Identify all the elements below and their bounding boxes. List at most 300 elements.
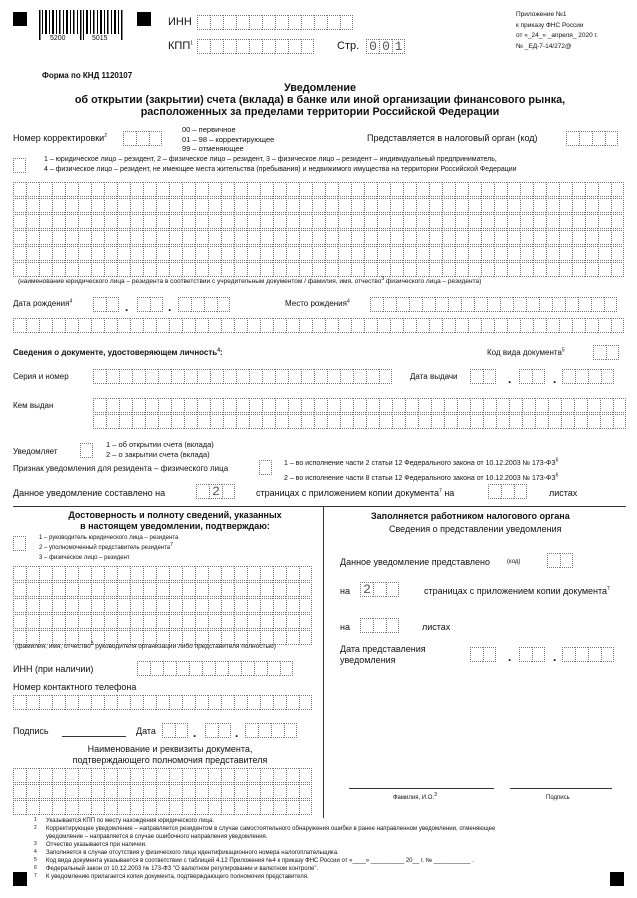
char-cell[interactable] [169, 262, 182, 277]
char-cell[interactable] [195, 230, 208, 245]
char-cell[interactable] [208, 582, 221, 597]
char-cell[interactable] [299, 246, 312, 261]
char-cell[interactable] [533, 198, 546, 213]
char-cell[interactable] [370, 297, 383, 312]
char-cell[interactable] [396, 297, 409, 312]
char-cell[interactable] [52, 214, 65, 229]
char-cell[interactable] [182, 262, 195, 277]
char-cell[interactable] [169, 182, 182, 197]
char-cell[interactable] [286, 630, 299, 645]
notify-sign-cell[interactable] [259, 460, 272, 475]
char-cell[interactable] [78, 198, 91, 213]
char-cell[interactable] [275, 398, 288, 413]
char-cell[interactable] [379, 414, 392, 429]
char-cell[interactable] [598, 230, 611, 245]
char-cell[interactable] [377, 182, 390, 197]
char-cell[interactable] [247, 182, 260, 197]
char-cell[interactable] [312, 182, 325, 197]
char-cell[interactable] [260, 214, 273, 229]
char-cell[interactable] [325, 230, 338, 245]
signer-inn-cells[interactable] [137, 661, 293, 676]
char-cell[interactable] [598, 318, 611, 333]
char-cell[interactable] [91, 566, 104, 581]
char-cell[interactable] [474, 297, 487, 312]
char-cell[interactable] [325, 198, 338, 213]
char-cell[interactable] [182, 598, 195, 613]
char-cell[interactable] [78, 614, 91, 629]
char-cell[interactable] [221, 800, 234, 815]
char-cell[interactable] [468, 230, 481, 245]
series-number-cells[interactable] [93, 369, 392, 384]
char-cell[interactable] [509, 414, 522, 429]
char-cell[interactable] [143, 182, 156, 197]
char-cell[interactable] [169, 230, 182, 245]
char-cell[interactable] [455, 198, 468, 213]
char-cell[interactable] [169, 198, 182, 213]
char-cell[interactable] [260, 582, 273, 597]
char-cell[interactable] [234, 784, 247, 799]
char-cell[interactable] [65, 582, 78, 597]
char-cell[interactable] [169, 566, 182, 581]
submission-date-year[interactable] [562, 647, 614, 662]
char-cell[interactable] [195, 695, 208, 710]
char-cell[interactable] [416, 246, 429, 261]
char-cell[interactable] [390, 214, 403, 229]
char-cell[interactable] [78, 598, 91, 613]
phone-cells[interactable] [13, 695, 312, 710]
char-cell[interactable] [377, 230, 390, 245]
char-cell[interactable] [208, 318, 221, 333]
char-cell[interactable] [52, 598, 65, 613]
char-cell[interactable] [572, 182, 585, 197]
char-cell[interactable] [442, 198, 455, 213]
char-cell[interactable] [158, 414, 171, 429]
char-cell[interactable] [340, 414, 353, 429]
char-cell[interactable] [520, 198, 533, 213]
char-cell[interactable] [247, 198, 260, 213]
char-cell[interactable] [262, 369, 275, 384]
char-cell[interactable] [405, 414, 418, 429]
char-cell[interactable] [299, 614, 312, 629]
char-cell[interactable] [340, 369, 353, 384]
char-cell[interactable] [117, 614, 130, 629]
char-cell[interactable] [390, 318, 403, 333]
char-cell[interactable] [481, 230, 494, 245]
char-cell[interactable] [533, 318, 546, 333]
char-cell[interactable] [117, 246, 130, 261]
char-cell[interactable] [65, 230, 78, 245]
char-cell[interactable] [234, 318, 247, 333]
char-cell[interactable] [236, 414, 249, 429]
char-cell[interactable] [507, 318, 520, 333]
char-cell[interactable] [429, 262, 442, 277]
char-cell[interactable] [377, 262, 390, 277]
char-cell[interactable] [130, 214, 143, 229]
char-cell[interactable] [377, 318, 390, 333]
birth-date-month[interactable] [137, 297, 163, 312]
char-cell[interactable] [520, 246, 533, 261]
char-cell[interactable] [65, 566, 78, 581]
char-cell[interactable] [533, 182, 546, 197]
sheets-cells[interactable] [488, 484, 527, 499]
char-cell[interactable] [13, 182, 26, 197]
char-cell[interactable] [65, 318, 78, 333]
char-cell[interactable] [247, 246, 260, 261]
cell-row[interactable] [13, 614, 312, 629]
char-cell[interactable] [559, 182, 572, 197]
char-cell[interactable] [247, 262, 260, 277]
char-cell[interactable] [39, 214, 52, 229]
char-cell[interactable] [117, 598, 130, 613]
char-cell[interactable] [613, 414, 626, 429]
char-cell[interactable] [78, 768, 91, 783]
char-cell[interactable] [130, 768, 143, 783]
char-cell[interactable] [143, 800, 156, 815]
char-cell[interactable] [286, 768, 299, 783]
char-cell[interactable] [299, 318, 312, 333]
char-cell[interactable] [234, 768, 247, 783]
char-cell[interactable] [312, 318, 325, 333]
char-cell[interactable] [143, 318, 156, 333]
char-cell[interactable] [392, 414, 405, 429]
char-cell[interactable] [249, 369, 262, 384]
char-cell[interactable] [364, 198, 377, 213]
char-cell[interactable] [182, 768, 195, 783]
char-cell[interactable] [78, 262, 91, 277]
char-cell[interactable] [26, 214, 39, 229]
cell-row[interactable] [13, 230, 624, 245]
char-cell[interactable] [156, 318, 169, 333]
char-cell[interactable] [455, 230, 468, 245]
doc-type-cells[interactable] [593, 345, 619, 360]
char-cell[interactable] [117, 582, 130, 597]
char-cell[interactable] [299, 784, 312, 799]
char-cell[interactable] [448, 297, 461, 312]
char-cell[interactable] [182, 198, 195, 213]
char-cell[interactable] [158, 398, 171, 413]
char-cell[interactable] [156, 566, 169, 581]
char-cell[interactable] [210, 414, 223, 429]
char-cell[interactable] [520, 262, 533, 277]
char-cell[interactable] [546, 318, 559, 333]
cell-row[interactable] [13, 318, 624, 333]
char-cell[interactable] [143, 695, 156, 710]
char-cell[interactable] [457, 398, 470, 413]
char-cell[interactable] [78, 784, 91, 799]
char-cell[interactable] [104, 768, 117, 783]
char-cell[interactable] [325, 182, 338, 197]
char-cell[interactable] [169, 784, 182, 799]
char-cell[interactable] [78, 695, 91, 710]
char-cell[interactable] [286, 784, 299, 799]
char-cell[interactable] [379, 369, 392, 384]
char-cell[interactable] [613, 398, 626, 413]
char-cell[interactable] [130, 784, 143, 799]
char-cell[interactable] [366, 414, 379, 429]
char-cell[interactable] [273, 768, 286, 783]
char-cell[interactable] [26, 262, 39, 277]
char-cell[interactable] [52, 784, 65, 799]
char-cell[interactable] [273, 614, 286, 629]
char-cell[interactable] [364, 182, 377, 197]
char-cell[interactable] [52, 198, 65, 213]
char-cell[interactable] [156, 598, 169, 613]
char-cell[interactable] [249, 398, 262, 413]
char-cell[interactable] [468, 246, 481, 261]
char-cell[interactable] [299, 214, 312, 229]
char-cell[interactable] [234, 262, 247, 277]
char-cell[interactable] [416, 318, 429, 333]
char-cell[interactable] [91, 262, 104, 277]
char-cell[interactable] [26, 230, 39, 245]
char-cell[interactable] [598, 246, 611, 261]
char-cell[interactable] [286, 598, 299, 613]
char-cell[interactable] [591, 297, 604, 312]
char-cell[interactable] [26, 784, 39, 799]
char-cell[interactable] [611, 262, 624, 277]
char-cell[interactable] [364, 214, 377, 229]
char-cell[interactable] [143, 246, 156, 261]
char-cell[interactable] [416, 230, 429, 245]
char-cell[interactable] [338, 262, 351, 277]
char-cell[interactable] [156, 198, 169, 213]
char-cell[interactable] [520, 214, 533, 229]
char-cell[interactable] [26, 695, 39, 710]
char-cell[interactable] [546, 262, 559, 277]
char-cell[interactable] [117, 262, 130, 277]
char-cell[interactable] [195, 582, 208, 597]
char-cell[interactable] [273, 566, 286, 581]
char-cell[interactable] [286, 582, 299, 597]
char-cell[interactable] [91, 182, 104, 197]
char-cell[interactable] [585, 246, 598, 261]
char-cell[interactable] [572, 230, 585, 245]
char-cell[interactable] [299, 768, 312, 783]
char-cell[interactable] [130, 695, 143, 710]
char-cell[interactable] [539, 297, 552, 312]
char-cell[interactable] [351, 262, 364, 277]
char-cell[interactable] [65, 246, 78, 261]
char-cell[interactable] [377, 198, 390, 213]
char-cell[interactable] [611, 318, 624, 333]
char-cell[interactable] [455, 262, 468, 277]
char-cell[interactable] [104, 182, 117, 197]
char-cell[interactable] [182, 800, 195, 815]
char-cell[interactable] [234, 230, 247, 245]
char-cell[interactable] [299, 630, 312, 645]
char-cell[interactable] [299, 566, 312, 581]
char-cell[interactable] [78, 318, 91, 333]
char-cell[interactable] [247, 318, 260, 333]
sign-date-month[interactable] [205, 723, 231, 738]
char-cell[interactable] [91, 582, 104, 597]
char-cell[interactable] [273, 582, 286, 597]
char-cell[interactable] [221, 318, 234, 333]
char-cell[interactable] [377, 214, 390, 229]
char-cell[interactable] [364, 230, 377, 245]
char-cell[interactable] [104, 614, 117, 629]
char-cell[interactable] [611, 246, 624, 261]
char-cell[interactable] [39, 198, 52, 213]
cell-row[interactable] [93, 414, 626, 429]
char-cell[interactable] [416, 198, 429, 213]
cell-row[interactable] [13, 582, 312, 597]
char-cell[interactable] [546, 214, 559, 229]
char-cell[interactable] [184, 398, 197, 413]
char-cell[interactable] [481, 262, 494, 277]
char-cell[interactable] [273, 695, 286, 710]
cell-row[interactable] [13, 598, 312, 613]
char-cell[interactable] [197, 414, 210, 429]
char-cell[interactable] [39, 582, 52, 597]
char-cell[interactable] [91, 214, 104, 229]
char-cell[interactable] [546, 246, 559, 261]
char-cell[interactable] [364, 246, 377, 261]
char-cell[interactable] [39, 695, 52, 710]
char-cell[interactable] [455, 318, 468, 333]
char-cell[interactable] [351, 198, 364, 213]
inn-cells[interactable] [197, 15, 353, 30]
char-cell[interactable] [117, 695, 130, 710]
char-cell[interactable] [195, 614, 208, 629]
char-cell[interactable] [273, 182, 286, 197]
char-cell[interactable] [132, 369, 145, 384]
char-cell[interactable] [52, 318, 65, 333]
char-cell[interactable] [130, 182, 143, 197]
char-cell[interactable] [182, 566, 195, 581]
char-cell[interactable] [195, 318, 208, 333]
char-cell[interactable] [13, 582, 26, 597]
char-cell[interactable] [299, 262, 312, 277]
char-cell[interactable] [507, 230, 520, 245]
char-cell[interactable] [338, 246, 351, 261]
char-cell[interactable] [403, 182, 416, 197]
char-cell[interactable] [275, 369, 288, 384]
char-cell[interactable] [117, 198, 130, 213]
char-cell[interactable] [312, 214, 325, 229]
char-cell[interactable] [52, 800, 65, 815]
char-cell[interactable] [262, 414, 275, 429]
char-cell[interactable] [234, 182, 247, 197]
char-cell[interactable] [301, 369, 314, 384]
char-cell[interactable] [468, 182, 481, 197]
char-cell[interactable] [182, 230, 195, 245]
char-cell[interactable] [288, 398, 301, 413]
birth-date-day[interactable] [93, 297, 119, 312]
char-cell[interactable] [234, 695, 247, 710]
char-cell[interactable] [130, 318, 143, 333]
char-cell[interactable] [260, 230, 273, 245]
char-cell[interactable] [91, 614, 104, 629]
char-cell[interactable] [468, 198, 481, 213]
char-cell[interactable] [182, 695, 195, 710]
char-cell[interactable] [52, 182, 65, 197]
char-cell[interactable] [195, 566, 208, 581]
char-cell[interactable] [39, 262, 52, 277]
char-cell[interactable] [520, 230, 533, 245]
char-cell[interactable] [299, 800, 312, 815]
resident-type-cell[interactable] [13, 158, 26, 173]
char-cell[interactable] [535, 414, 548, 429]
char-cell[interactable] [234, 246, 247, 261]
char-cell[interactable] [78, 800, 91, 815]
char-cell[interactable] [130, 582, 143, 597]
char-cell[interactable] [494, 318, 507, 333]
char-cell[interactable] [65, 198, 78, 213]
char-cell[interactable] [312, 230, 325, 245]
char-cell[interactable] [143, 230, 156, 245]
char-cell[interactable] [210, 369, 223, 384]
char-cell[interactable] [611, 214, 624, 229]
sign-date-day[interactable] [162, 723, 188, 738]
char-cell[interactable] [442, 262, 455, 277]
char-cell[interactable] [197, 369, 210, 384]
char-cell[interactable] [403, 262, 416, 277]
char-cell[interactable] [598, 262, 611, 277]
char-cell[interactable] [299, 182, 312, 197]
char-cell[interactable] [351, 246, 364, 261]
char-cell[interactable] [13, 214, 26, 229]
char-cell[interactable] [325, 318, 338, 333]
char-cell[interactable] [587, 398, 600, 413]
char-cell[interactable] [156, 230, 169, 245]
char-cell[interactable] [182, 784, 195, 799]
char-cell[interactable] [572, 262, 585, 277]
char-cell[interactable] [247, 230, 260, 245]
char-cell[interactable] [526, 297, 539, 312]
char-cell[interactable] [286, 614, 299, 629]
char-cell[interactable] [13, 598, 26, 613]
char-cell[interactable] [117, 182, 130, 197]
char-cell[interactable] [572, 318, 585, 333]
char-cell[interactable] [390, 262, 403, 277]
char-cell[interactable] [236, 369, 249, 384]
char-cell[interactable] [247, 582, 260, 597]
char-cell[interactable] [208, 198, 221, 213]
char-cell[interactable] [483, 398, 496, 413]
char-cell[interactable] [535, 398, 548, 413]
char-cell[interactable] [260, 318, 273, 333]
char-cell[interactable] [195, 768, 208, 783]
char-cell[interactable] [301, 414, 314, 429]
char-cell[interactable] [314, 369, 327, 384]
char-cell[interactable] [351, 182, 364, 197]
char-cell[interactable] [327, 369, 340, 384]
char-cell[interactable] [184, 369, 197, 384]
char-cell[interactable] [26, 182, 39, 197]
char-cell[interactable] [325, 246, 338, 261]
char-cell[interactable] [195, 262, 208, 277]
char-cell[interactable] [494, 198, 507, 213]
char-cell[interactable] [494, 214, 507, 229]
char-cell[interactable] [494, 246, 507, 261]
char-cell[interactable] [208, 695, 221, 710]
char-cell[interactable] [494, 230, 507, 245]
char-cell[interactable] [260, 695, 273, 710]
char-cell[interactable] [262, 398, 275, 413]
char-cell[interactable] [39, 318, 52, 333]
char-cell[interactable] [145, 414, 158, 429]
cell-row[interactable] [13, 214, 624, 229]
char-cell[interactable] [299, 230, 312, 245]
char-cell[interactable] [481, 198, 494, 213]
char-cell[interactable] [409, 297, 422, 312]
char-cell[interactable] [483, 414, 496, 429]
char-cell[interactable] [600, 398, 613, 413]
char-cell[interactable] [585, 198, 598, 213]
cell-row[interactable] [13, 768, 312, 783]
char-cell[interactable] [234, 214, 247, 229]
